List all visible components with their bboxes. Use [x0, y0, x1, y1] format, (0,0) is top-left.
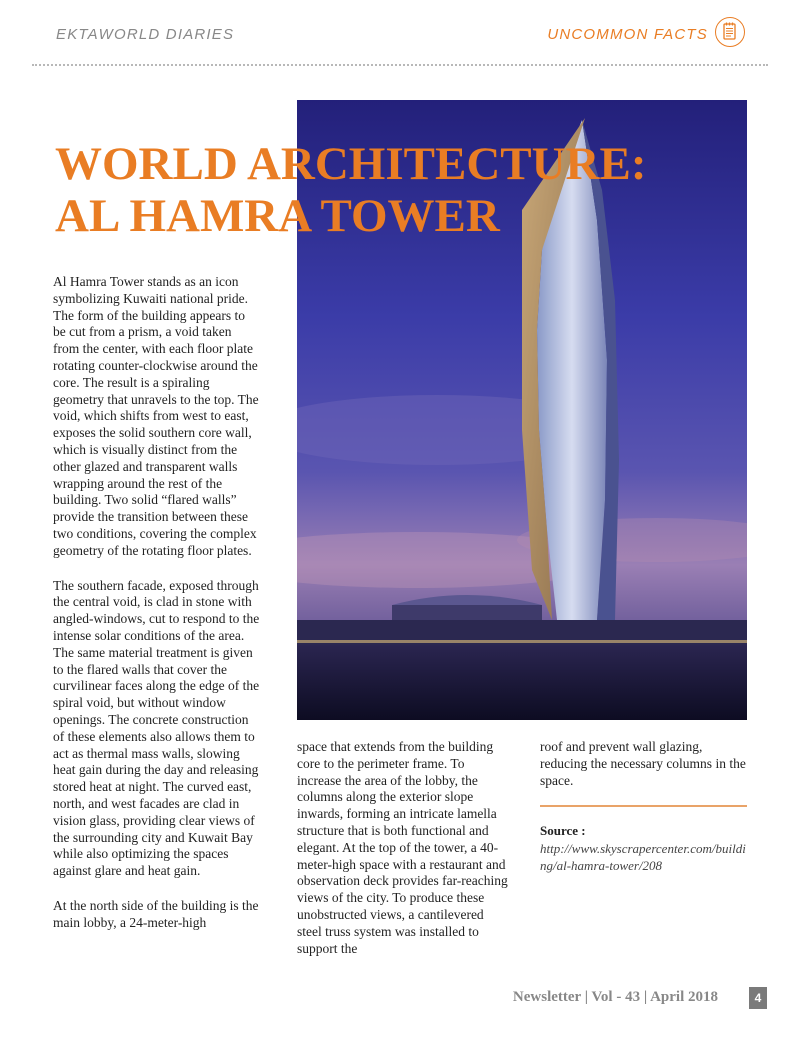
title-line-1: WORLD ARCHITECTURE: [55, 138, 647, 190]
article-column-1 [53, 274, 261, 949]
article-title [55, 138, 695, 242]
article-column-3 [540, 739, 750, 807]
paragraph: The southern facade, exposed through the central void, is clad in stone with angled-windows, cut to respond to the intense solar conditions of the area. The same material treatment is given to the flared walls that cover the curvilinear faces along the edge of the spiral void, but without window openings. The concrete construction of these elements also allows them to act as thermal mass walls, slowing heat gain during the day and releasing stored heat at night. The curved east, north, and west facades are clad in vision glass, providing clear views of the surrounding city and Kuwait Bay while also optimizing the spaces against glare and heat gain. [53, 577, 260, 879]
footer-text: Newsletter | Vol - 43 | April 2018 [512, 989, 718, 1005]
paragraph: Al Hamra Tower stands as an icon symbolizing Kuwaiti national pride. The form of the building appears to be cut from a prism, a void taken from the center, with each floor plate rotating counter-clockwise around the core. The result is a spiraling geometry that unravels to the top. The void, which shifts from west to east, exposes the solid southern core wall, which is visually distinct from the other glazed and transparent walls wrapping around the rest of the building. Two solid “flared walls” provide the transition between these two conditions, covering the complex geometry of the rotating floor plates. [53, 274, 259, 558]
header-divider [32, 64, 768, 66]
notepad-icon [715, 17, 745, 47]
source-link[interactable]: http://www.skyscrapercenter.com/building/al-hamra-tower/208 [540, 841, 746, 873]
source-divider [540, 805, 747, 807]
source-label: Source : [540, 823, 586, 838]
paragraph: At the north side of the building is the main lobby, a 24-meter-high [53, 897, 259, 930]
article-column-2 [297, 739, 509, 975]
paragraph: space that extends from the building core to the perimeter frame. To increase the area of the lobby, the columns along the exterior slope inwards, forming an intricate lamella structure that is both functional and elegant. At the top of the tower, a 40-meter-high space with a restaurant and observation deck provides far-reaching views of the city. To produce these unobstructed views, a cantilevered steel truss system was installed to support the [297, 739, 508, 956]
page-number: 4 [749, 987, 767, 1009]
section-label: UNCOMMON FACTS [547, 26, 708, 43]
title-line-2: AL HAMRA TOWER [55, 190, 500, 242]
publication-name: EKTAWORLD DIARIES [56, 26, 235, 43]
paragraph: roof and prevent wall glazing, reducing the necessary columns in the space. [540, 739, 746, 788]
